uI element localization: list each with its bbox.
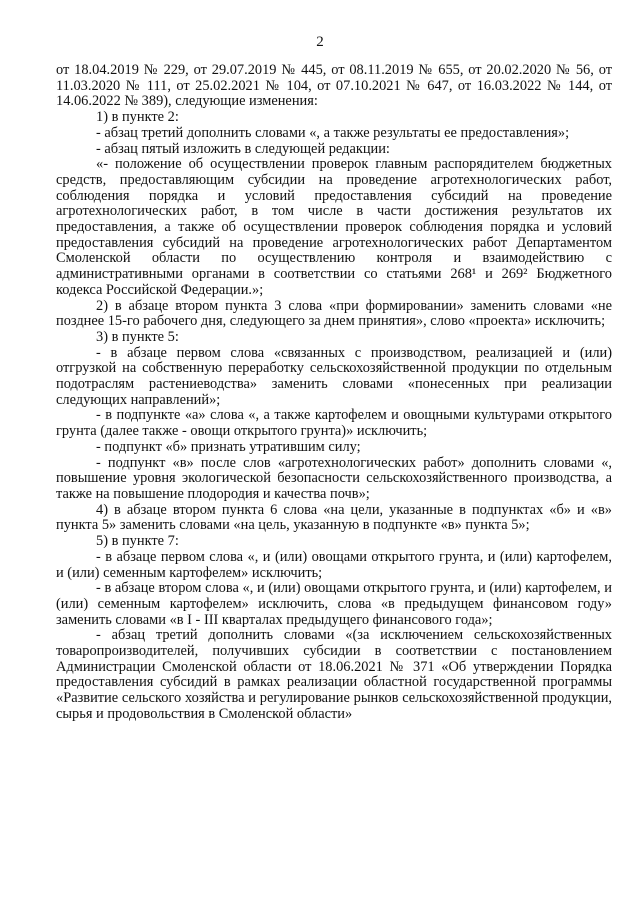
paragraph: - абзац пятый изложить в следующей редакции: [96, 140, 390, 157]
paragraph: - в абзаце первом слова «, и (или) овощами открытого грунта, и (или) картофелем, и (или) семенным картофелем» исключить; [56, 548, 612, 581]
paragraph: - в абзаце первом слова «связанных с производством, реализацией и (или) отгрузкой на собственную переработку сельскохозяйственной продукции по отдельным подотраслям растениеводства» заменить словами «понесенных при реализации следующих направлений»; [56, 344, 612, 408]
paragraph: 2) в абзаце втором пункта 3 слова «при формировании» заменить словами «не позднее 15-го рабочего дня, следующего за днем принятия», слово «проекта» исключить; [56, 297, 612, 330]
page-number: 2 [316, 34, 324, 50]
paragraph: 4) в абзаце втором пункта 6 слова «на цели, указанные в подпунктах «б» и «в» пункта 5» заменить словами «на цель, указанную в подпункте «в» пункта 5»; [56, 501, 612, 534]
paragraph: - подпункт «б» признать утратившим силу; [96, 438, 361, 455]
paragraph: - в подпункте «а» слова «, а также картофелем и овощными культурами открытого грунта (далее также - овощи открытого грунта)» исключить; [56, 407, 612, 440]
document-body [56, 63, 612, 723]
paragraph: от 18.04.2019 № 229, от 29.07.2019 № 445, от 08.11.2019 № 655, от 20.02.2020 № 56, от 11.03.2020 № 111, от 25.02.2021 № 104, от 07.10.2021 № 647, от 16.03.2022 № 144, от 14.06.2022 № 389), следующие изменения: [56, 62, 612, 110]
paragraph: - абзац третий дополнить словами «(за исключением сельскохозяйственных товаропроизводителей, получивших субсидии в соответствии с постановлением Администрации Смоленской области от 18.06.2021 № 371 «Об утверждении Порядка предоставления субсидий в рамках реализации областной государственной программы «Развитие сельского хозяйства и регулирование рынков сельскохозяйственной продукции, сырья и продовольствия в Смоленской области» [56, 627, 612, 722]
paragraph: «- положение об осуществлении проверок главным распорядителем бюджетных средств, предоставляющим субсидии на проведение агротехнологических работ, соблюдения порядка и условий предоставления субсидий на проведение агротехнологических работ, в том числе в части достижения результатов их предоставления, а также об осуществлении проверок соблюдения порядка и условий предоставления субсидий на проведение агротехнологических работ Департаментом Смоленской области по осуществлению контроля и взаимодействию с административными органами в соответствии со статьями 268¹ и 269² Бюджетного кодекса Российской Федерации.»; [56, 156, 612, 298]
paragraph: 1) в пункте 2: [96, 109, 179, 126]
paragraph: - подпункт «в» после слов «агротехнологических работ» дополнить словами «, повышение уровня экологической безопасности сельскохозяйственного производства, а также на повышение плодородия и качества почв»; [56, 454, 612, 502]
paragraph: 3) в пункте 5: [96, 328, 179, 345]
paragraph: - абзац третий дополнить словами «, а также результаты ее предоставления»; [96, 124, 570, 141]
paragraph: 5) в пункте 7: [96, 533, 179, 550]
paragraph: - в абзаце втором слова «, и (или) овощами открытого грунта, и (или) картофелем, и (или) семенным картофелем» исключить, слова «в предыдущем финансовом году» заменить словами «в I - III кварталах предыдущего финансового года»; [56, 580, 612, 628]
